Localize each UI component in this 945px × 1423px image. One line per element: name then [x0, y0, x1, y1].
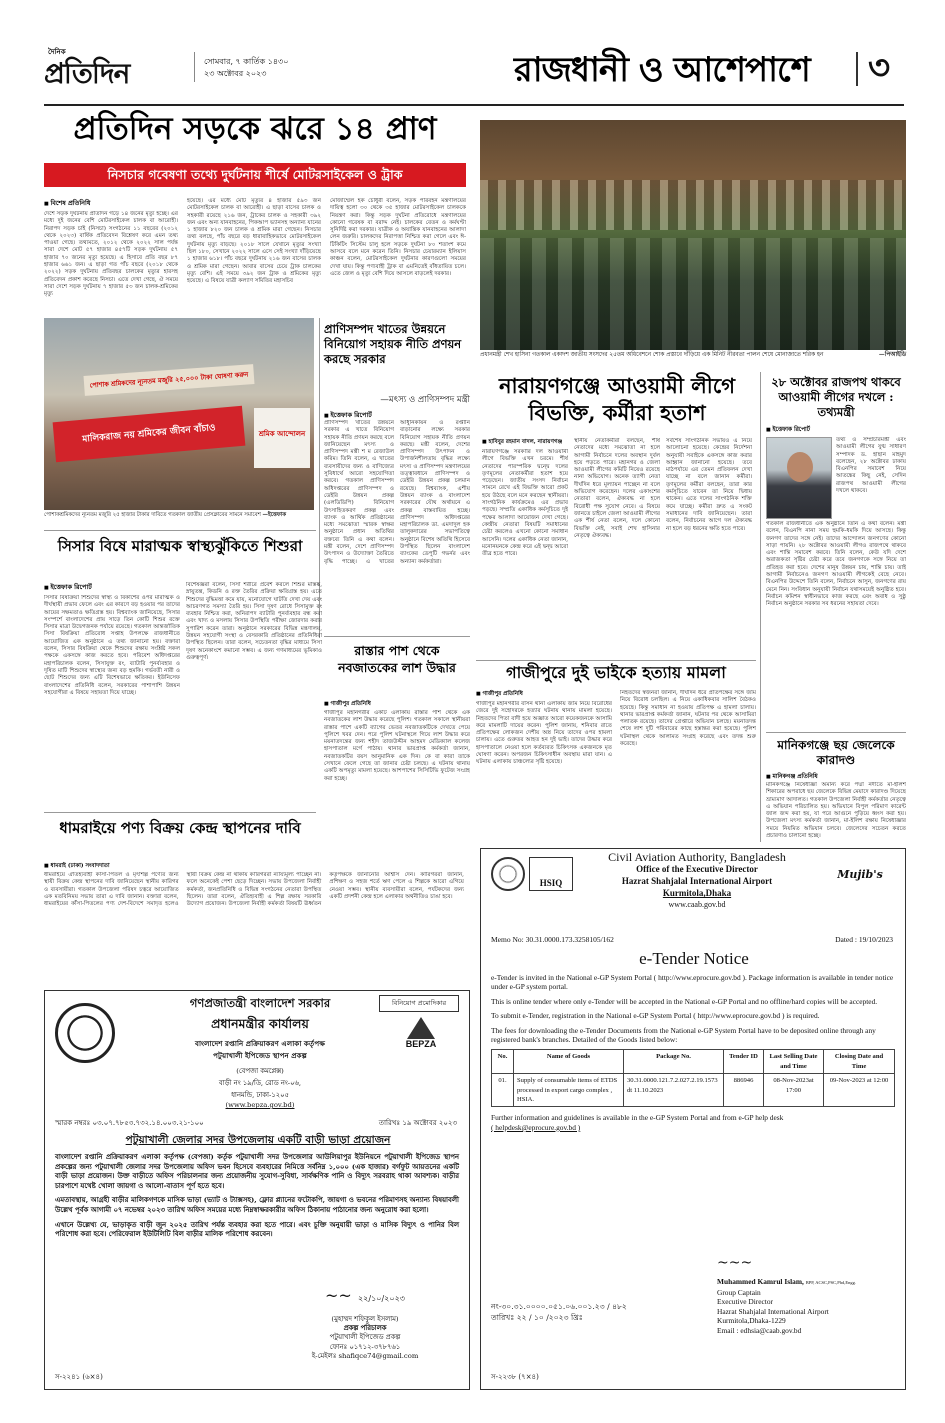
brand-name: প্রতিদিন [44, 57, 130, 90]
caab-sig-city: Kurmitola,Dhaka-1229 [717, 1316, 786, 1326]
livestock-byline: ■ ইত্তেফাক রিপোর্ট [324, 410, 470, 421]
hsiq-logo: HSIQ [529, 857, 573, 891]
dhamrai-headline: ধামরাইয়ে পণ্য বিক্রয় কেন্দ্র স্থাপনের দাবি [59, 819, 301, 837]
brand-logo [44, 46, 184, 90]
govt-house-rent-ad [44, 990, 470, 1390]
livestock-headline: প্রাণিসম্পদ খাতের উন্নয়নে বিনিয়োগ সহায়ক নীতি প্রণয়ন করছে সরকার [324, 322, 462, 366]
minister-photo [766, 437, 832, 519]
th-last-selling: Last Selling Date and Time [764, 1050, 824, 1074]
caab-dated: Dated : 19/10/2023 [835, 935, 893, 944]
masthead-date [204, 56, 288, 80]
lead-headline: প্রতিদিন সড়কে ঝরে ১৪ প্রাণ [73, 111, 437, 147]
govt-sig-date: ২২/১০/২০২৩ [357, 1294, 405, 1303]
caab-bn-date: তারিখঃ ২২ / ১০ /২০২৩ খ্রিঃ [491, 1313, 583, 1322]
manikganj-text: মানিকগঞ্জে নিষেধাজ্ঞা অমান্য করে পদ্মা নদীতে মা-ইলিশ শিকারের অপরাধে ছয় জেলেকে বিভিন্ন মেয়াদে কারাদণ্ড দিয়েছে ভ্রাম্যমাণ আদালত। গতকাল উপজেলা নির্বাহী কর্মকর্তার নেতৃত্বে এ অভিযান পরিচালিত হয়। অভিযানে বিপুল পরিমাণ কারেন্ট জাল জব্দ করা হয়, যা পরে আগুনে পুড়িয়ে ধ্বংস করা হয়। উপজেলা মৎস্য কর্মকর্তা জানান, মা-ইলিশ রক্ষায় নিষেধাজ্ঞার সময়ে নিয়মিত অভিযান চলবে। জেলেদের সচেতন করতে প্রচারণাও চালানো হচ্ছে। [766, 782, 906, 840]
govt-sig-email: ই-মেইলঃ shafiqce74@gmail.com [311, 1351, 419, 1360]
dhamrai-text: ধামরাইয়ে ঐতিহ্যবাহী কাঁসা-পিতল ও মৃৎশিল্প পণ্যের জন্য স্থায়ী বিক্রয় কেন্দ্র স্থাপনের দাবি জানিয়েছেন স্থানীয় কারিগর ও ব্যবসায়ীরা। গতকাল উপজেলা পরিষদ চত্বরে আয়োজিত এক মতবিনিময় সভায় তারা এ দাবি জানান। বক্তারা বলেন, ধামরাইয়ের কাঁসা-পিতলের পণ্য দেশ-বিদেশে সমাদৃত হলেও স্থায়ী বিক্রয় কেন্দ্র না থাকায় কারিগররা ন্যায্যমূল্য পাচ্ছেন না। ফলে অনেকেই পেশা ছেড়ে দিচ্ছেন। সভায় উপজেলা নির্বাহী কর্মকর্তা, জনপ্রতিনিধি ও বিভিন্ন সংগঠনের নেতারা উপস্থিত ছিলেন। তারা বলেন, ঐতিহ্যবাহী এ শিল্প রক্ষায় সরকারি উদ্যোগ প্রয়োজন। উপজেলা নির্বাহী কর্মকর্তা বিষয়টি ঊর্ধ্বতন কর্তৃপক্ষকে জানানোর আশ্বাস দেন। কারিগররা জানান, প্রশিক্ষণ ও সহজ শর্তে ঋণ পেলে এ শিল্পকে আরো এগিয়ে নেওয়া সম্ভব। স্থানীয় ব্যবসায়ীরা বলেন, পর্যটকদের জন্য একটি প্রদর্শনী কেন্দ্র হলে এলাকার অর্থনীতিও চাঙা হবে। [44, 872, 464, 908]
th-no: No. [492, 1050, 514, 1074]
lead-col2: হয়েছে। এর মধ্যে মোট মৃত্যুর ৪ হাজার ৫৯৩ জন মোটরসাইকেল চালক বা আরোহী। এ ছাড়া বাসের চালক ও সহকারী রয়েছে ২১৬ জন, ট্রাকের চালক ও সহকারী ৩৯২ জন এবং অন্য যানবাহনের, পিকআপ ভ্যানসহ অন্যান্য যানের ১ হাজার ৮২০ জন চালক ও শ্রমিক মারা গেছেন। নিসচার তথ্য বলছে, পাঁচ বছরে বড় ধারাবাহিকভাবে মোটরসাইকেল দুর্ঘটনায় মৃত্যু বাড়ছে। ২০১৮ সালে যেখানে মৃত্যুর সংখ্যা ছিল ১৮০, সেখানে ২০২২ সালে এসে সেই সংখ্যা দাঁড়িয়েছে ১ হাজার ৬১৮। পাঁচ বছরে দুর্ঘটনায় ২১৬ জন বাসের চালক ও শ্রমিক মারা গেছেন। আবার বাসের চেয়ে ট্রাক চালকের মৃত্যু বেশি। এই সময়ে ৩৯২ জন ট্রাক ও শ্রমিকের মৃত্যু হয়েছে। এ বিষয়ে যাত্রী কল্যাণ সমিতির মহাসচিব [187, 198, 321, 285]
livestock-attribution: —মৎস্য ও প্রাণিসম্পদ মন্ত্রী [380, 395, 470, 405]
sisa-col2: বিশেষজ্ঞরা বলেন, সিসা শরীরে প্রবেশ করলে শিশুর মস্তিষ্ক, স্নায়ুতন্ত্র, কিডনি ও রক্ত তৈরির প্রক্রিয়া ক্ষতিগ্রস্ত হয়। এতে শিশুদের বুদ্ধিমত্তা কমে যায়, মনোযোগে ঘাটতি দেখা দেয় এবং আচরণগত সমস্যা তৈরি হয়। সিসা দূষণ রোধে সিসামুক্ত রং ব্যবহার নিশ্চিত করা, অনিরাপদ ব্যাটারি পুনর্ব্যবহার বন্ধ করা এবং খাদ্য ও মসলায় সিসার উপস্থিতি পরীক্ষা জোরদার করার সুপারিশ করেন তারা। অনুষ্ঠানে সরকারের বিভিন্ন মন্ত্রণালয়, উন্নয়ন সহযোগী সংস্থা ও বেসরকারি প্রতিষ্ঠানের প্রতিনিধিরা উপস্থিত ছিলেন। তারা বলেন, সচেতনতা বৃদ্ধির মাধ্যমে সিসা দূষণ অনেকাংশে কমানো সম্ভব। এ জন্য গণমাধ্যমের ভূমিকাও গুরুত্বপূর্ণ। [186, 582, 322, 661]
dhamrai-byline: ■ ধামরাই (ঢাকা) সংবাদদাতা [44, 862, 316, 871]
protest-banner-2: মালিকরাজ নয় শ্রমিকের জীবন বাঁচাও [53, 406, 246, 462]
masthead [44, 42, 904, 102]
govt-name: গণপ্রজাতন্ত্রী বাংলাদেশ সরকার [189, 996, 331, 1010]
table-row: 01. Supply of consumable items of ETDS processed in export cargo complex , HSIA. 30.31.0000.121.7.2.027.2.19.1573 dt 11.10.2023 886946 08-Nov-2023at 17:00 09-Nov-2023 at 12:00 [492, 1074, 895, 1107]
caab-memo: Memo No: 30.31.0000.173.3258105/162 [491, 935, 614, 944]
manikganj-headline: মানিকগঞ্জে ছয় জেলেকে কারাদণ্ড [777, 738, 895, 767]
narayanganj-headline: নারায়ণগঞ্জে আওয়ামী লীগে বিভক্তি, কর্মীরা হতাশ [498, 373, 736, 425]
sisa-col1: সিসার বিষক্রিয়া শিশুদের স্বাস্থ্য ও বিকাশের ওপর মারাত্মক ও দীর্ঘস্থায়ী প্রভাব ফেলে এবং এর কারণে বড় হওয়ার পর তাদের আয়ের সক্ষমতাও ক্ষতিগ্রস্ত হয়। বিশ্বব্যাংক জানিয়েছে, সিসার সংস্পর্শে বাংলাদেশের প্রায় সাড়ে তিন কোটি শিশুর রক্তে সিসার মাত্রা উদ্বেগজনক পর্যায়ে রয়েছে। গতকাল আন্তর্জাতিক সিসা বিষক্রিয়া প্রতিরোধ সপ্তাহ উপলক্ষে রাজধানীতে আয়োজিত এক অনুষ্ঠানে এ তথ্য জানানো হয়। বক্তারা বলেন, সিসার বিষক্রিয়া থেকে শিশুদের রক্ষায় সংশ্লিষ্ট সকল পক্ষকে একসঙ্গে কাজ করতে হবে। পরিবেশ অধিদপ্তরের মহাপরিচালক বলেন, সিসাযুক্ত রং, ব্যাটারি পুনর্ব্যবহার ও দূষিত মাটি শিশুদের স্বাস্থ্যের জন্য বড় হুমকি। গর্ভবতী নারী ও ছোট শিশুদের জন্য এটি বিশেষভাবে ক্ষতিকর। ইউনিসেফ বাংলাদেশের প্রতিনিধি বলেন, সরকারের পাশাপাশি উন্নয়ন সহযোগীরা এ বিষয়ে সহায়তা দিয়ে যাচ্ছে। [44, 595, 180, 696]
caab-p4: The fees for downloading the e-Tender Documents from the National e-GP System Portal have to be deposited online through any registered bank's branches. Detailed of the Goods listed below: [491, 1025, 876, 1045]
govt-auth: বাংলাদেশ রপ্তানি প্রক্রিয়াকরণ এলাকা কর্তৃপক্ষ [194, 1039, 326, 1048]
narayanganj-col2: স্থানীয় নেতাকর্মীরা বলছেন, শীর্ষ নেতাদের মধ্যে সমঝোতা না হলে আগামী নির্বাচনে দলের অবস্থান দুর্বল হয়ে পড়তে পারে। মহানগর ও জেলা আওয়ামী লীগের কমিটি নিয়েও রয়েছে নানা অভিযোগ। অনেক ত্যাগী নেতা দীর্ঘদিন ধরে মূল্যায়ন পাচ্ছেন না বলে অভিযোগ করেছেন। দলের একাংশের নেতারা বলেন, ঐক্যবদ্ধ না হলে বিরোধী পক্ষ সুযোগ নেবে। এ বিষয়ে জানতে চাইলে জেলা আওয়ামী লীগের এক শীর্ষ নেতা বলেন, দলে কোনো বিভক্তি নেই, সবাই শেখ হাসিনার নেতৃত্বে ঐক্যবদ্ধ। [574, 438, 660, 539]
caab-helpdesk: ( helpdesk@eprocure.gov.bd ) [491, 1122, 581, 1132]
caab-web: www.caab.gov.bd [668, 900, 726, 909]
caab-airport: Hazrat Shahjalal International Airport [621, 876, 773, 886]
caab-sig-name: Muhammed Kamrul Islam, [717, 1277, 804, 1286]
newborn-headline: রাস্তার পাশ থেকে নবজাতকের লাশ উদ্ধার [338, 643, 456, 675]
govt-sig-project: পটুয়াখালী ইপিজেড প্রকল্প [329, 1333, 401, 1342]
caab-signature: ~~~ [717, 1255, 753, 1271]
gazipur-col1: গাজীপুর মহানগরীর বাসন থানা এলাকায় জমি নিয়ে বিরোধের জেরে দুই সহোদরকে হত্যার ঘটনায় থানায় মামলা হয়েছে। নিহতদের পিতা বাদী হয়ে অজ্ঞাত আরো কয়েকজনকে আসামি করে মামলাটি দায়ের করেন। পুলিশ জানায়, শনিবার রাতে প্রতিপক্ষের লোকজন দেশীয় অস্ত্র নিয়ে তাদের ওপর হামলা চালায়। এতে গুরুতর আহত হন দুই ভাই। তাদের উদ্ধার করে হাসপাতালে নেওয়া হলে কর্তব্যরত চিকিৎসক একজনকে মৃত ঘোষণা করেন। অপরজন চিকিৎসাধীন অবস্থায় মারা যান। এ ঘটনায় এলাকায় চাঞ্চল্যের সৃষ্টি হয়েছে। [476, 701, 612, 766]
livestock-text: প্রাণিসম্পদ খাতের উন্নয়নে সরকার এ খাতে বিনিয়োগ সহায়ক নীতি প্রণয়ন করছে বলে জানিয়েছেন মৎস্য ও প্রাণিসম্পদ মন্ত্রী শ ম রেজাউল করিম। তিনি বলেন, এ খাতের ব্যবসায়ীদের জন্য ও বাণিজ্যের সুবিধার্থে আরো সহযোগিতা করবে। গতকাল প্রাণিসম্পদ অধিদপ্তরের প্রাণিসম্পদ ও ডেইরি উন্নয়ন প্রকল্প (এলডিডিপি) বিনিয়োগ উৎসাহিতকরণ প্রকল্প এবং ব্যাংক ও আর্থিক প্রতিষ্ঠানের মধ্যে সমঝোতা স্মারক স্বাক্ষর অনুষ্ঠানে প্রধান অতিথির বক্তব্যে তিনি এ কথা বলেন। মন্ত্রী বলেন, দেশে প্রাণিসম্পদ উৎপাদন ও উদ্যোক্তা তৈরিতে বৃদ্ধি পাচ্ছে। এ খাতের আধুনিকায়ন ও রপ্তানি বাড়ানোর লক্ষ্যে সরকার বিনিয়োগ সহায়ক নীতি প্রণয়ন করছে। মন্ত্রী বলেন, দেশের প্রাণিসম্পদ উৎপাদন ও উপার্জনশীলতায় বৃদ্ধির লক্ষ্যে মৎস্য ও প্রাণিসম্পদ মন্ত্রণালয়ের তত্ত্বাবধানে প্রাণিসম্পদ ও ডেইরি উন্নয়ন প্রকল্প চলমান রয়েছে। বিশ্বব্যাংক, এশীয় উন্নয়ন ব্যাংক ও বাংলাদেশ সরকারের যৌথ অর্থায়নে এ প্রকল্প বাস্তবায়িত হচ্ছে। প্রাণিসম্পদ অধিদপ্তরের মহাপরিচালক ডা. এমদাদুল হক তালুকদারের সভাপতিত্বে অনুষ্ঠানে বিশেষ অতিথি হিসেবে উপস্থিত ছিলেন বাংলাদেশ ব্যাংকের ডেপুটি গভর্নর এবং অন্যান্য কর্মকর্তারা। [324, 420, 470, 565]
lead-subhead-text: নিসচার গবেষণা তথ্যে দুর্ঘটনায় শীর্ষে মোটরসাইকেল ও ট্রাক [107, 167, 403, 182]
caab-p3: To submit e-Tender, registration in the National e-GP System Portal ( http://www.eprocure.gov.bd ) is required. [491, 1011, 820, 1021]
govt-tag: বিনিয়োগ প্রমোদিকার [379, 995, 459, 1012]
newborn-text: গাজীপুর মহানগরীর একটি এলাকায় রাস্তার পাশ থেকে এক নবজাতকের লাশ উদ্ধার করেছে পুলিশ। গতকাল সকালে স্থানীয়রা রাস্তার পাশে একটি ব্যাগের ভেতর নবজাতকটিকে দেখতে পেয়ে পুলিশে খবর দেন। পরে পুলিশ ঘটনাস্থলে গিয়ে লাশ উদ্ধার করে ময়নাতদন্তের জন্য শহীদ তাজউদ্দীন আহমদ মেডিক্যাল কলেজ হাসপাতাল মর্গে পাঠায়। থানার ভারপ্রাপ্ত কর্মকর্তা জানান, নবজাতকটির বয়স আনুমানিক এক দিন। কে বা কারা তাকে সেখানে ফেলে গেছে তা জানার চেষ্টা চলছে। এ ঘটনায় থানায় একটি অপমৃত্যু মামলা হয়েছে। আশপাশের সিসিটিভি ফুটেজ সংগ্রহ করা হচ্ছে। [324, 710, 470, 782]
protest-caption: পোশাকশ্রমিকদের ন্যূনতম মজুরি ২৫ হাজার টাকার দাবিতে গতকাল জাতীয় প্রেসক্লাবের সামনে সমাবেশ —ইত্তেফাক [44, 512, 286, 518]
govt-p2: এমতাবস্থায়, আগ্রহী বাড়ীর মালিকগণকে মাসিক ভাড়া (ভ্যাট ও ট্যাক্সসহ), ফ্লোর প্ল্যানের ফটোকপি, জায়গা ও ভবনের পরিমাণসহ অন্যান্য বিষয়াবলী উল্লেখ পূর্বক আগামী ০৭ নভেম্বর ২০২৩ তারিখ অফিস সময়ের মধ্যে নিম্নস্বাক্ষরকারীর অফিস ঠিকানায় পাঠানোর জন্য অনুরোধ করা হলো। [55, 1196, 459, 1214]
govt-sig-phone: ফোনঃ ০১৭১২-৩৭৮৭৬১ [329, 1342, 401, 1351]
page-number: ৩ [868, 48, 891, 88]
caab-signature-block: ~~~ Muhammed Kamrul Islam, BPP, ACSC,PSC,Phd,Engg. Group Captain Executive Director Hazrat Shahjalal International Airport Kurmitola,Dhaka-1229 Email : edhsia@caab.gov.bd [717, 1259, 897, 1336]
caab-title: e-Tender Notice [639, 949, 749, 968]
narayanganj-body [482, 438, 752, 656]
caab-office: Office of the Executive Director [636, 864, 758, 874]
newborn-byline: ■ গাজীপুর প্রতিনিধি [324, 700, 470, 709]
caab-p1: e-Tender is invited in the National e-GP System Portal ( http://www.eprocure.gov.bd ). Package information is available in tender notice under e-GP system portal. [491, 973, 894, 992]
caab-sig-email: Email : edhsia@caab.gov.bd [717, 1325, 802, 1335]
caab-p2: This is online tender where only e-Tender will be accepted in the National e-GP Portal and no offline/hard copies will be accepted. [491, 996, 878, 1006]
bepza-logo: BEPZA [391, 1017, 451, 1057]
narayanganj-col3: সর্বশেষ সাংগঠনিক সভায়ও এ নিয়ে আলোচনা হয়েছে। কেন্দ্রের নির্দেশনা অনুযায়ী সবাইকে একসঙ্গে কাজ করার আহ্বান জানানো হয়েছে। তবে মাঠপর্যায়ে এর তেমন প্রতিফলন দেখা যাচ্ছে না বলে জানান কর্মীরা। তৃণমূলের কর্মীরা বলছেন, তারা কার কর্মসূচিতে যাবেন তা নিয়ে দ্বিধায় থাকেন। এতে দলের সাংগঠনিক শক্তি কমে যাচ্ছে। কর্মীরা দ্রুত এ সংকট সমাধানের দাবি জানিয়েছেন। তারা বলেন, নির্বাচনের আগে দল ঐক্যবদ্ধ না হলে বড় ধরনের ক্ষতি হতে পারে। [666, 438, 752, 532]
caab-tender-ad [480, 848, 906, 1390]
govt-project: পটুয়াখালী ইপিজেড স্থাপন প্রকল্প [213, 1051, 307, 1060]
govt-addr2: বাড়ী নং ১৯/ডি, রোড নং-০৬, [218, 1079, 302, 1087]
caab-org: Civil Aviation Authority, Bangladesh [608, 850, 786, 864]
lead-subhead [44, 163, 466, 187]
govt-seal-icon [55, 1003, 115, 1063]
sisa-headline: সিসার বিষে মারাত্মক স্বাস্থ্যঝুঁকিতে শিশুরা [57, 537, 303, 555]
govt-web: (www.bepza.gov.bd) [225, 1101, 295, 1109]
protest-banner-1: পোশাক শ্রমিকদের ন্যূনতম মজুরি ২৫,০০০ টাকা ঘোষণা করুন [84, 364, 255, 396]
govt-office: প্রধানমন্ত্রীর কার্যালয় [211, 1016, 309, 1031]
protest-banner-3: শ্রমিক আন্দোলন [254, 408, 310, 468]
govt-title: পটুয়াখালী জেলার সদর উপজেলায় একটি বাড়ী ভাড়া প্রয়োজন [125, 1134, 391, 1146]
date-bengali: সোমবার, ৭ কার্তিক ১৪৩০ [204, 57, 289, 66]
th-closing: Closing Date and Time [824, 1050, 895, 1074]
caab-logo-icon [491, 857, 525, 891]
th-goods: Name of Goods [514, 1050, 624, 1074]
caab-sig-org: Hazrat Shahjalal International Airport [717, 1306, 829, 1316]
govt-code: স-২২৪১ (৬×৪) [55, 1373, 103, 1381]
govt-p3: এখানে উল্লেখ্য যে, ভাড়াকৃত বাড়ী জুন ২০২৫ তারিখ পর্যন্ত ব্যবহার করা হতে পারে। এবং চুক্তি অনুযায়ী ভাড়া ও মাসিক বিদ্যুৎ ও পানির বিল পরিশোধ করা হবে। পেরিফেরাল ইউটিলিটি বিল বাড়ীর মালিক পরিশোধ করবেন। [55, 1220, 459, 1239]
th-package: Package No. [624, 1050, 724, 1074]
govt-sig-title: প্রকল্প পরিচালক [343, 1324, 387, 1333]
brand-small: দৈনিক [48, 47, 66, 56]
govt-addr3: ধানমন্ডি, ঢাকা-১২০৫ [231, 1091, 289, 1099]
protest-photo [44, 318, 314, 510]
lead-col3: মোজাম্মেল হক চৌধুরী বলেন, সড়ক পরিবহন মন্ত্রণালয়ের দায়িত্ব হলো ৩০ থেকে ৩৫ হাজার মোটরসাইকেল চালককে নিয়ন্ত্রণ করা। কিন্তু সড়ক দুর্ঘটনা প্রতিরোধে মন্ত্রণালয়ের কোনো গবেষক বা বরাদ্দ নেই। চালকের বেতন ও কর্মঘণ্টা সুনির্দিষ্ট করা দরকার। যাত্রীক ও অযান্ত্রিক যানবাহনের আলাদা লেন জরুরি। চালকদের নিরাপত্তা নিশ্চিত করা গেলে এবং ঈ-টিকিটিং সিস্টেম চালু হলে সড়কে দুর্ঘটনা ৮০ শতাংশ কমে আসবে বলে মনে করেন তিনি। নিসচার চেয়ারম্যান ইলিয়াস কাঞ্চন বলেন, মোটরসাইকেল দুর্ঘটনার কারণগুলো সময়ের দেখা যায়। কিন্তু পণ্যবাহী ট্রাক বা এমনিতেই বাঁধতায়িত চলে। এতে জেল ও মৃত্যু বেশি দিয়ে আসলে বাড়লেই দরকার। [330, 198, 466, 277]
govt-signature: ~~ [325, 1286, 352, 1305]
gazipur-headline: গাজীপুরে দুই ভাইকে হত্যায় মামলা [506, 663, 726, 682]
lead-byline: ■ বিশেষ প্রতিনিধি [44, 198, 178, 209]
tender-table [491, 1049, 895, 1107]
section-title: রাজধানী ও আশেপাশে [514, 50, 810, 90]
parliament-credit: —পিআইডি [878, 352, 906, 358]
date-english: ২৩ অক্টোবর ২০২৩ [204, 69, 267, 78]
caab-sig-title: Executive Director [717, 1297, 774, 1307]
lead-col1: দেশে সড়ক দুর্ঘটনায় প্রতিদিন গড়ে ১৪ জনের মৃত্যু হচ্ছে। এর মধ্যে দুই জনের বেশি মোটরসাইকেল চালক বা আরোহী। নিরাপদ সড়ক চাই (নিসচা) সংগঠনের ১১ বছরের (২০১২ থেকে ২০২৩) বার্ষিক প্রতিবেদন বিশ্লেষণ করে এমন তথ্য পাওয়া গেছে। তথ্যমতে, ২০১২ থেকে ২০২২ সাল পর্যন্ত সারা দেশে মোট ৫৭ হাজার ৪৫৭টি সড়ক দুর্ঘটনায় ৫৭ হাজার ৭০ জনের মৃত্যু হয়েছে। এ হিসাবে প্রতি বছর ৮৭ হাজার ৬৬১ জন। এ ছাড়া গত পাঁচ বছরে (২০১৮ থেকে ২০২২) সড়ক দুর্ঘটনায় প্রতিবছর চালকের মৃত্যুর হারসহ প্রতিবেদন প্রকাশ করেছে নিসচা। এতে দেখা গেছে, ঐ সময়ে সারা দেশে সড়ক দুর্ঘটনায় ৭ হাজার ৫৩ জন চালক-শ্রমিকের মৃত্যু [44, 211, 178, 298]
rajpath-byline: ■ ইত্তেফাক রিপোর্ট [766, 425, 906, 435]
govt-signature-block [265, 1286, 465, 1361]
gazipur-col2: নিহতদের স্বজনরা জানান, দীর্ঘদিন ধরে প্রতিপক্ষের সঙ্গে জমি নিয়ে বিরোধ চলছিল। এ নিয়ে একাধিকবার সালিশ বৈঠকও হয়েছে। কিন্তু সমাধান না হওয়ায় প্রতিপক্ষ এ হামলা চালায়। থানার ভারপ্রাপ্ত কর্মকর্তা জানান, ঘটনার পর থেকে আসামিরা পলাতক রয়েছে। তাদের গ্রেপ্তারে অভিযান চলছে। ময়নাতদন্ত শেষে লাশ দুটি পরিবারের কাছে হস্তান্তর করা হয়েছে। পুলিশ ঘটনাস্থল থেকে আলামত সংগ্রহ করেছে এবং তদন্ত শুরু করেছে। [620, 690, 756, 748]
rajpath-headline: ২৮ অক্টোবর রাজপথ থাকবে আওয়ামী লীগের দখলে : তথ্যমন্ত্রী [771, 375, 901, 419]
govt-memo: স্মারক নম্বরঃ ০৩.০৭.৭৮৫৩.৭৩২.১৪.০০৩.২১-১০০ [55, 1119, 204, 1127]
gazipur-body [476, 690, 756, 840]
mujib-logo: Mujib's [837, 868, 883, 881]
caab-code: স-২২৩৮ (৭×৪) [491, 1373, 539, 1381]
parliament-caption [480, 352, 906, 359]
narayanganj-col1: নারায়ণগঞ্জে সরকারি দল আওয়ামী লীগে বিভক্তি এখন চরমে। শীর্ষ নেতাদের পারস্পরিক দ্বন্দ্বে দলের তৃণমূলের নেতাকর্মীরা হতাশ হয়ে পড়েছেন। জাতীয় সংসদ নির্বাচন সামনে রেখে এই বিভক্তি আরো প্রকট হয়ে উঠছে বলে মনে করছেন স্থানীয়রা। সাংগঠনিক কার্যক্রমেও এর প্রভাব পড়ছে। সম্প্রতি একাধিক কর্মসূচিতে দুই পক্ষের আলাদা আয়োজন দেখা গেছে। কেন্দ্রীয় নেতারা বিষয়টি সমাধানের চেষ্টা করলেও এখনো কোনো সমাধান আসেনি। দলের একাধিক নেতা জানান, মনোনয়নকে কেন্দ্র করে এই দ্বন্দ্ব আরো তীব্র হতে পারে। [482, 449, 568, 558]
manikganj-byline: ■ মানিকগঞ্জ প্রতিনিধি [766, 772, 906, 782]
parliament-caption-text: প্রধানমন্ত্রী শেখ হাসিনা গতকাল একাদশ জাতীয় সংসদের ২৫তম অধিবেশনে শোক প্রস্তাবে দাঁড়িয়ে এক মিনিট নীরবতা পালন শেষে মোনাজাতে শরিক হন [480, 352, 824, 358]
gazipur-byline: ■ গাজীপুর প্রতিনিধি [476, 690, 612, 699]
th-tender-id: Tender ID [724, 1050, 764, 1074]
narayanganj-byline: ■ হাবিবুর রহমান বাদল, নারায়ণগঞ্জ [482, 438, 568, 447]
parliament-photo [480, 120, 906, 350]
govt-date: তারিখঃ ১৯ অক্টোবর ২০২৩ [378, 1119, 457, 1127]
govt-p1: বাংলাদেশ রপ্তানি প্রক্রিয়াকরণ এলাকা কর্তৃপক্ষ (বেপজা) কর্তৃক পটুয়াখালী সদর উপজেলার আউলিয়াপুর ইউনিয়নে পটুয়াখালী ইপিজেড স্থাপন প্রকল্পের জন্য পটুয়াখালী জেলার সদর উপজেলায় অফিস ভবন হিসেবে ব্যবহারের নিমিত্তে সর্বনিম্ন ১,০০০ (এক হাজার) বর্গফুট আয়তনের একটি বাড়ী ভাড়া প্রয়োজন। উক্ত বাড়ীতে অফিস পরিচালনার জন্য প্রয়োজনীয় সুযোগ-সুবিধা, সার্বক্ষণিক পানি ও বিদ্যুৎ সরবরাহ থাকা আবশ্যক। বাড়ীর চারপাশে যথেষ্ট খোলা জায়গা ও আলো-বাতাস পূর্ণ হতে হবে। [55, 1153, 459, 1190]
caab-city: Kurmitola,Dhaka [662, 888, 732, 898]
sisa-byline: ■ ইত্তেফাক রিপোর্ট [44, 582, 180, 593]
rajpath-text: গতকাল রাজধানীতে এক অনুষ্ঠানে তিনি এ কথা বলেন। মন্ত্রী বলেন, বিএনপি নানা সময় হুমকি-ধমকি দিয়ে আসছে। কিন্তু জনগণ তাদের সঙ্গে নেই। তাদের আন্দোলন জনগণের কোনো সাড়া পায়নি। ২৮ অক্টোবর আওয়ামী লীগও রাজপথে থাকবে এবং শান্তি সমাবেশ করবে। তিনি বলেন, কেউ যদি দেশে অরাজকতা সৃষ্টির চেষ্টা করে তবে জনগণকে সঙ্গে নিয়ে তা প্রতিহত করা হবে। দেশের মানুষ উন্নয়ন চায়, শান্তি চায়। তাই আগামী নির্বাচনেও জনগণ আওয়ামী লীগকেই বেছে নেবে। বিএনপির উদ্দেশে তিনি বলেন, নির্বাচনে আসুন, জনগণের রায় মেনে নিন। সংবিধান অনুযায়ী নির্বাচন যথাসময়েই অনুষ্ঠিত হবে। নির্বাচন কমিশন স্বাধীনভাবে কাজ করছে এবং অবাধ ও সুষ্ঠু নির্বাচন অনুষ্ঠানে সরকার সব ধরনের সহায়তা দেবে। [766, 521, 906, 608]
rajpath-text-top: তথ্য ও সম্প্রচারমন্ত্রী এবং আওয়ামী লীগের যুগ্ম সাধারণ সম্পাদক ড. হাছান মাহমুদ বলেছেন, ২৮ অক্টোবর ঢাকায় বিএনপির সমাবেশ নিয়ে আতঙ্কের কিছু নেই, সেদিন রাজপথ আওয়ামী লীগের দখলে থাকবে। [836, 437, 906, 495]
caab-sig-rank: Group Captain [717, 1287, 761, 1297]
caab-p5: Further information and guidelines is available in the e-GP System Portal and from e-GP help desk [491, 1113, 784, 1123]
govt-sig-name: (মুহাম্মদ শফিকুল ইসলাম) [331, 1315, 399, 1323]
caab-bn-memo: নং-৩০.৩১.০০০০.০৫১.০৬.০০১.২৩ / ৪৮২ [491, 1302, 627, 1311]
lead-body [44, 198, 466, 310]
govt-addr1: (বেপজা কমপ্লেক্স) [236, 1067, 284, 1075]
